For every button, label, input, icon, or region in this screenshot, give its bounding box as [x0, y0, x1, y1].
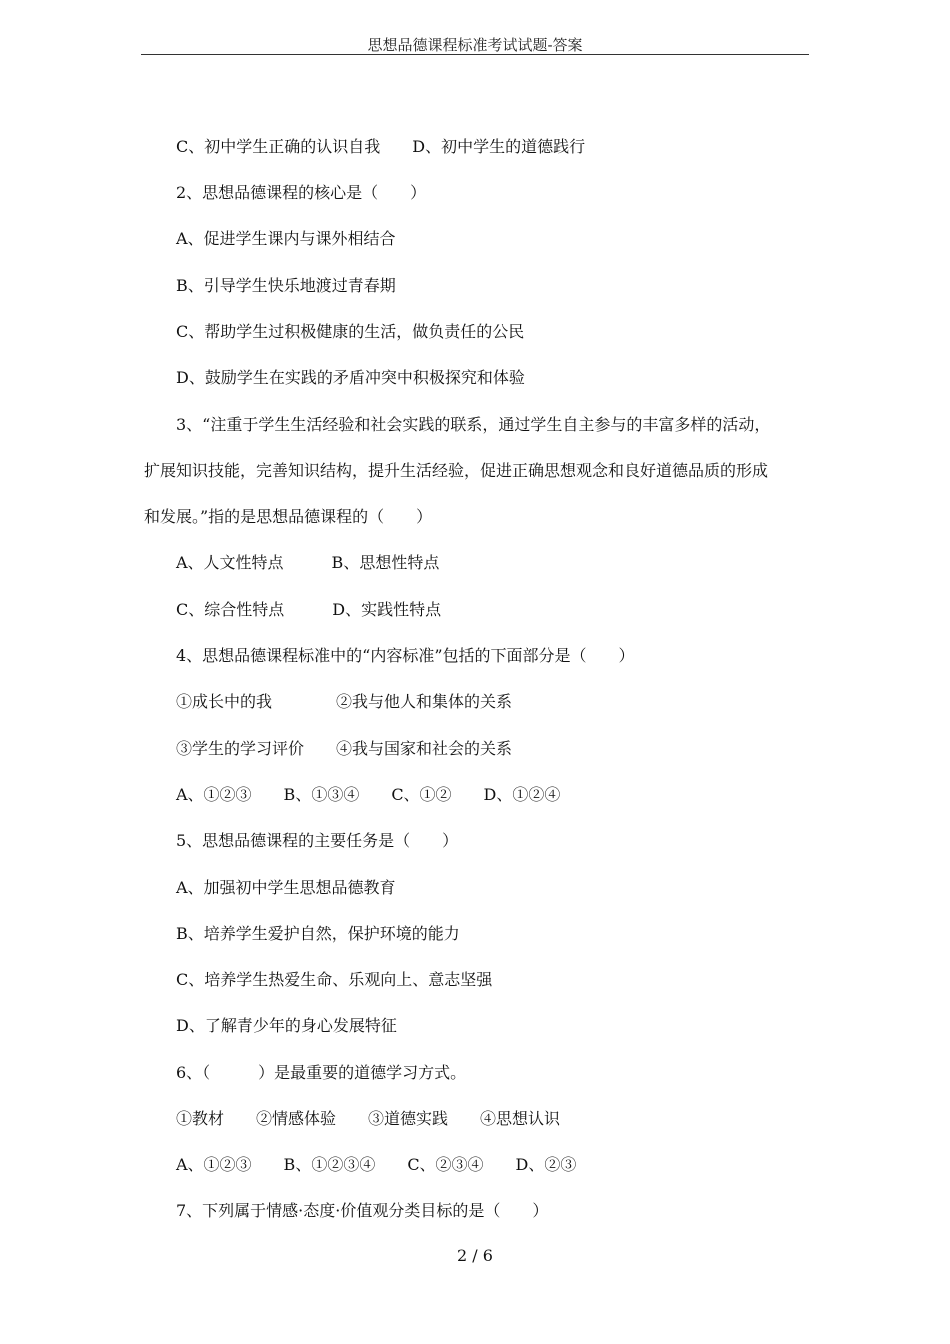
page-number: 2 / 6 — [457, 1246, 493, 1265]
page-header-title: 思想品德课程标准考试试题-答案 — [367, 36, 583, 54]
option-line: A、促进学生课内与课外相结合 — [176, 229, 396, 248]
option-line: C、综合性特点 D、实践性特点 — [176, 600, 442, 619]
option-line: C、初中学生正确的认识自我 D、初中学生的道德践行 — [176, 137, 586, 156]
option-line: A、①②③ B、①②③④ C、②③④ D、②③ — [176, 1155, 577, 1174]
option-line: A、①②③ B、①③④ C、①② D、①②④ — [176, 785, 561, 804]
item-line: ①成长中的我 ②我与他人和集体的关系 — [176, 692, 513, 711]
option-line: A、加强初中学生思想品德教育 — [176, 878, 396, 897]
question-line-continued: 和发展。”指的是思想品德课程的（ ） — [144, 507, 433, 526]
option-line: A、人文性特点 B、思想性特点 — [176, 553, 440, 572]
option-line: D、了解青少年的身心发展特征 — [176, 1016, 397, 1035]
question-line: 6、（ ）是最重要的道德学习方式。 — [176, 1063, 467, 1082]
option-line: B、引导学生快乐地渡过青春期 — [176, 276, 396, 295]
question-line: 2、思想品德课程的核心是（ ） — [176, 183, 427, 202]
option-line: C、帮助学生过积极健康的生活，做负责任的公民 — [176, 322, 525, 341]
item-line: ③学生的学习评价 ④我与国家和社会的关系 — [176, 739, 513, 758]
item-line: ①教材 ②情感体验 ③道德实践 ④思想认识 — [176, 1109, 561, 1128]
question-line: 4、思想品德课程标准中的“内容标准”包括的下面部分是（ ） — [176, 646, 635, 665]
question-line-continued: 扩展知识技能，完善知识结构，提升生活经验，促进正确思想观念和良好道德品质的形成 — [144, 461, 769, 480]
option-line: B、培养学生爱护自然，保护环境的能力 — [176, 924, 460, 943]
question-line: 7、下列属于情感·态度·价值观分类目标的是（ ） — [176, 1201, 549, 1220]
question-line: 3、“注重于学生生活经验和社会实践的联系，通过学生自主参与的丰富多样的活动， — [176, 415, 771, 434]
question-line: 5、思想品德课程的主要任务是（ ） — [176, 831, 459, 850]
option-line: D、鼓励学生在实践的矛盾冲突中积极探究和体验 — [176, 368, 525, 387]
header-rule — [141, 54, 809, 55]
option-line: C、培养学生热爱生命、乐观向上、意志坚强 — [176, 970, 493, 989]
